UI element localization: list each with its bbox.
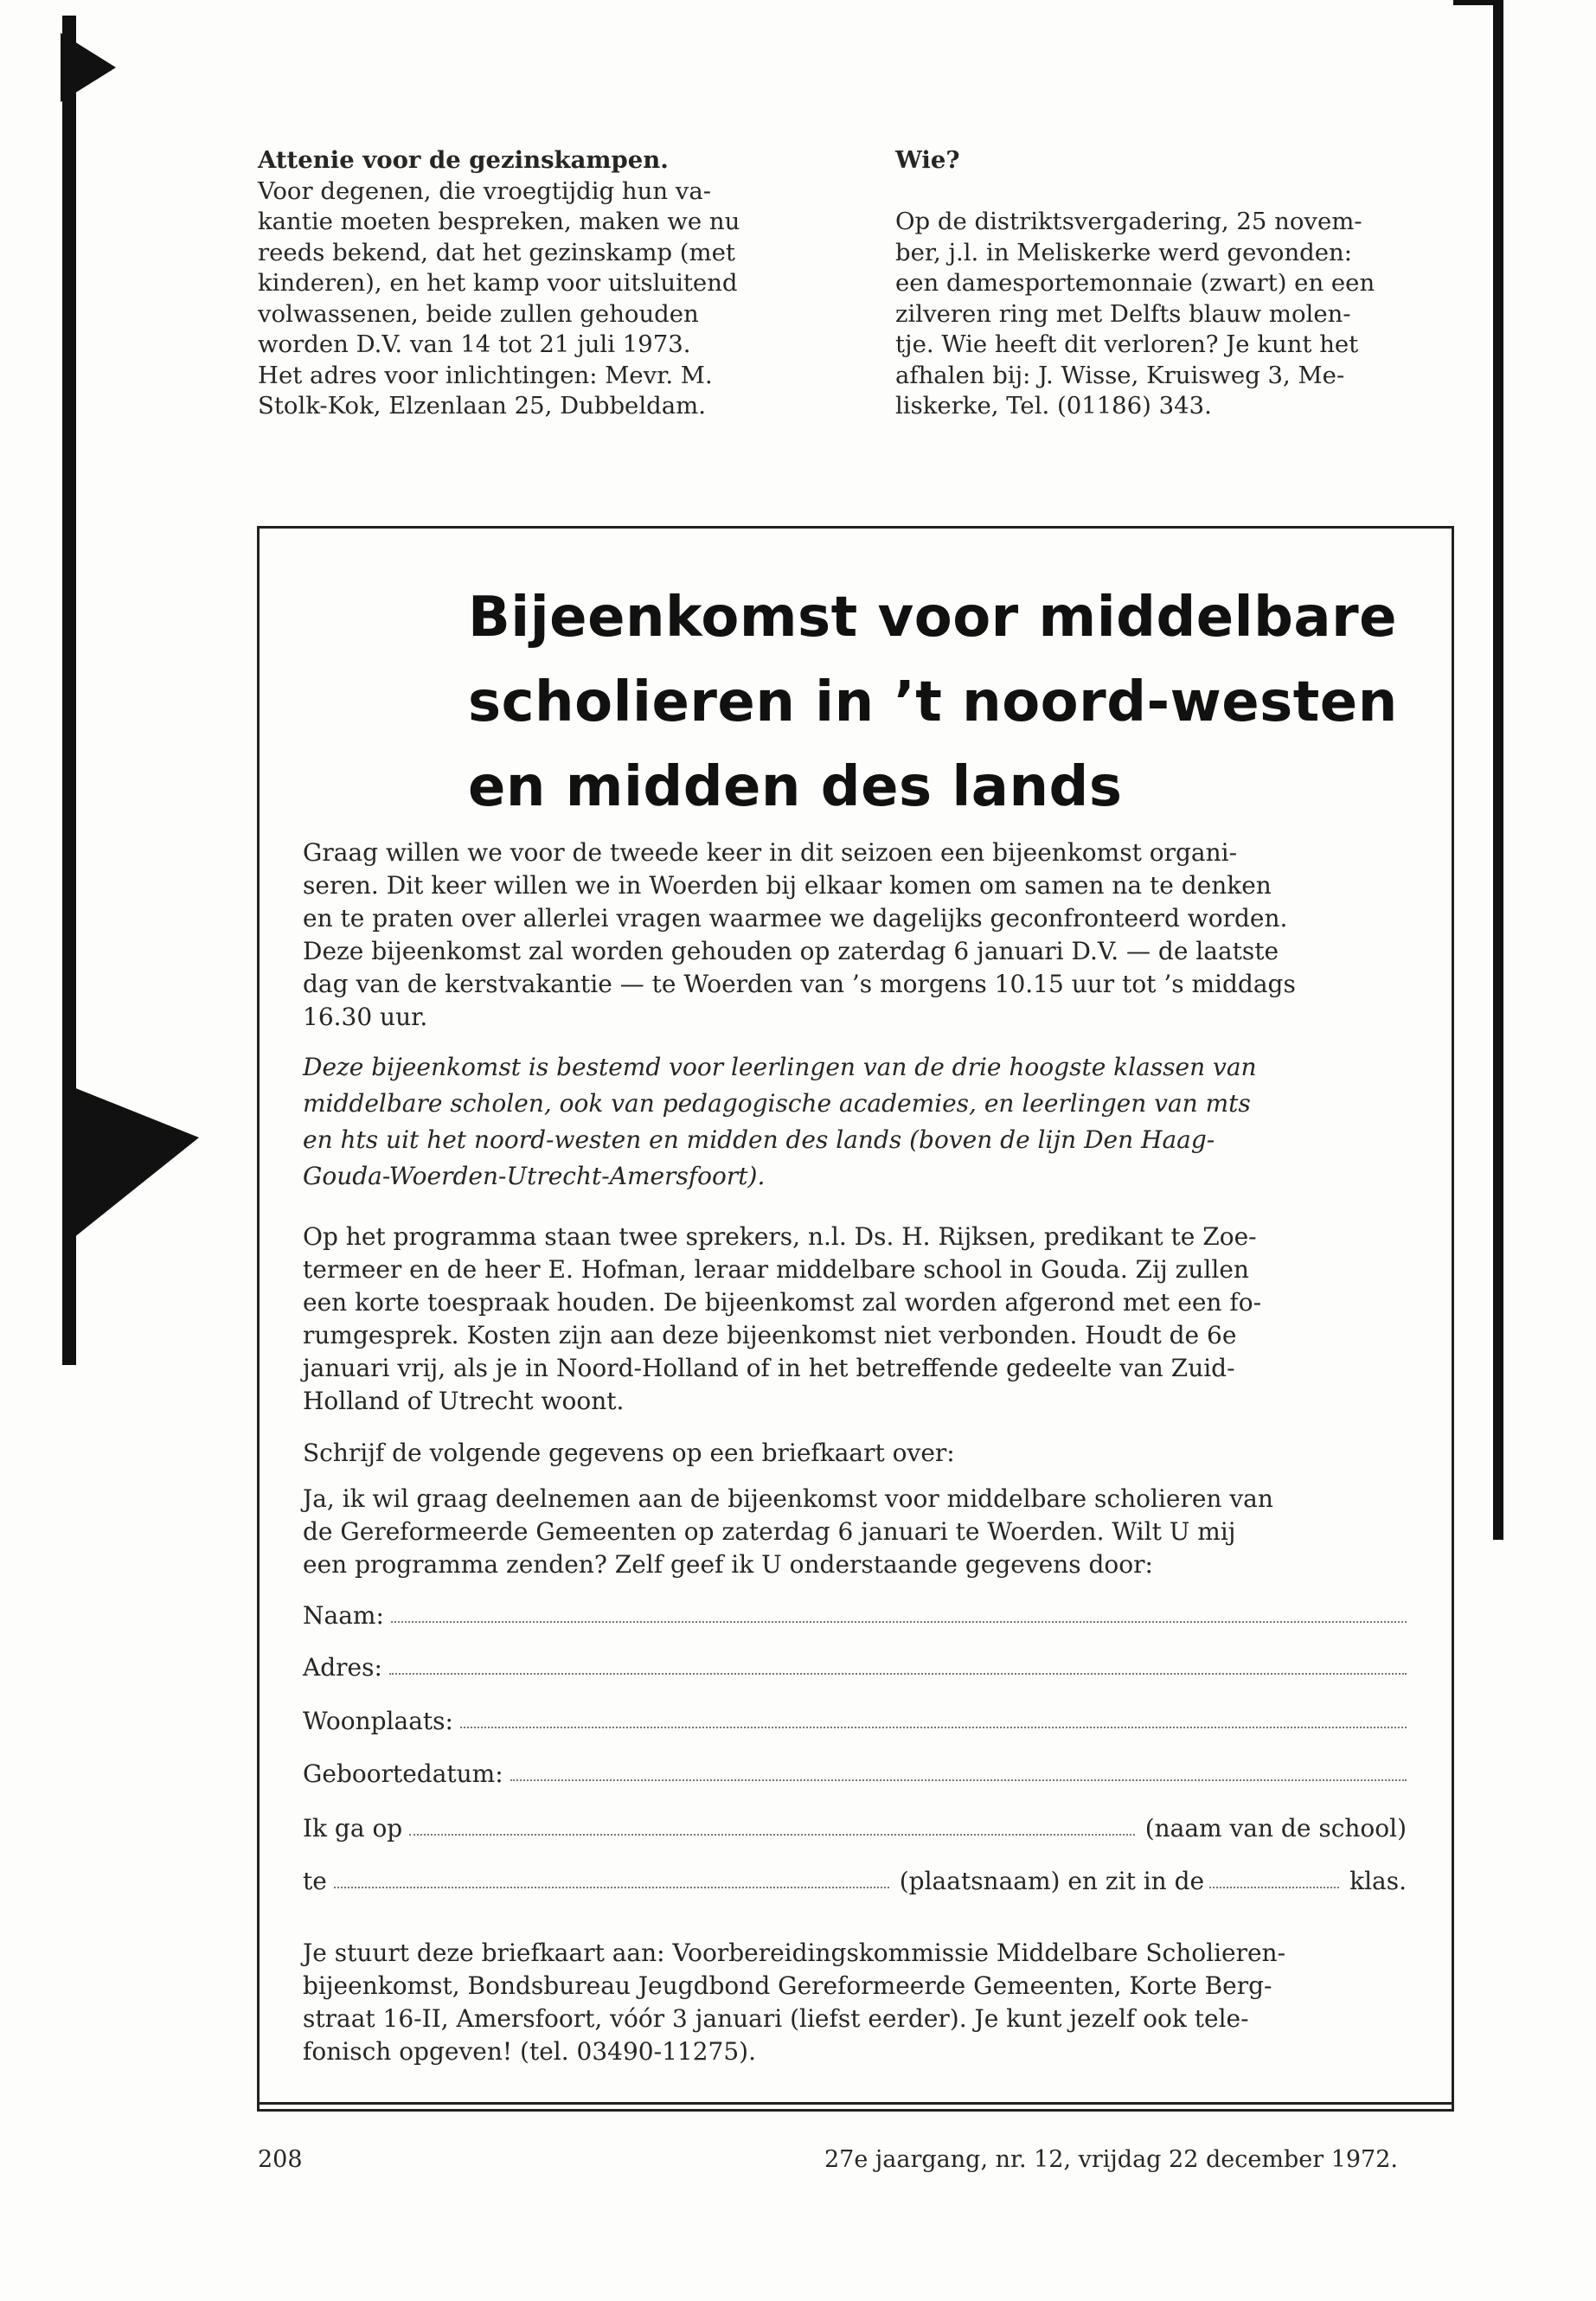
text-line: een korte toespraak houden. De bijeenkomst zal worden afgerond met een fo- [303,1288,1262,1317]
address-line [389,1673,1407,1675]
audience-paragraph [303,1049,1410,1195]
text-line: dag van de kerstvakantie — te Woerden van ’s morgens 10.15 uur tot ’s middags [303,970,1296,998]
class-suffix: klas. [1349,1867,1407,1895]
text-line: Schrijf de volgende gegevens op een briefkaart over: [303,1439,955,1467]
text-line: Gouda-Woerden-Utrecht-Amersfoort). [303,1162,766,1190]
instruction [303,1437,1410,1470]
program-paragraph [303,1221,1410,1418]
headline-line: en midden des lands [468,755,1123,819]
place-class-field [303,1861,1412,1895]
announcement-headline [468,575,1437,830]
lost-found-heading: Wie? [895,146,960,174]
scan-smudge [69,1086,199,1241]
lost-found-line: tje. Wie heeft dit verloren? Je kunt het [895,330,1359,358]
text-line: middelbare scholen, ook van pedagogische academies, en leerlingen van mts [303,1089,1251,1118]
notice-line: Stolk-Kok, Elzenlaan 25, Dubbeldam. [258,392,706,420]
lost-found-notice [895,145,1466,422]
lost-found-line: een damesportemonnaie (zwart) en een [895,269,1375,297]
lost-found-line: afhalen bij: J. Wisse, Kruisweg 3, Me- [895,361,1345,389]
text-line: rumgesprek. Kosten zijn aan deze bijeenkomst niet verbonden. Houdt de 6e [303,1321,1237,1349]
place-mid: (plaatsnaam) en zit in de [899,1867,1205,1895]
text-line: een programma zenden? Zelf geef ik U onderstaande gegevens door: [303,1550,1153,1579]
notice-line: reeds bekend, dat het gezinskamp (met [258,238,735,266]
address-label: Adres: [303,1653,382,1682]
issue-info: 27e jaargang, nr. 12, vrijdag 22 december 1972. [824,2146,1398,2173]
name-line [391,1621,1407,1623]
text-line: bijeenkomst, Bondsbureau Jeugdbond Gereformeerde Gemeenten, Korte Berg- [303,1971,1272,2000]
text-line: de Gereformeerde Gemeenten op zaterdag 6 januari te Woerden. Wilt U mij [303,1517,1236,1546]
form-intro [303,1483,1410,1581]
scan-edge-right [1493,0,1503,1540]
notice-line: Het adres voor inlichtingen: Mevr. M. [258,361,713,389]
scan-notch [61,33,116,102]
text-line: en hts uit het noord-westen en midden des lands (boven de lijn Den Haag- [303,1125,1215,1154]
notice-line: volwassenen, beide zullen gehouden [258,299,699,328]
text-line: Graag willen we voor de tweede keer in dit seizoen een bijeenkomst organi- [303,838,1238,867]
notice-line: Voor degenen, die vroegtijdig hun va- [258,176,712,205]
text-line: Ja, ik wil graag deelnemen aan de bijeenkomst voor middelbare scholieren van [303,1484,1273,1513]
headline-line: scholieren in ’t noord-westen [468,670,1398,734]
text-line: seren. Dit keer willen we in Woerden bij elkaar komen om samen na te denken [303,871,1272,900]
lost-found-line: Op de distriktsvergadering, 25 novem- [895,208,1362,235]
city-line [460,1727,1407,1728]
school-suffix: (naam van de school) [1144,1814,1407,1843]
birthdate-label: Geboortedatum: [303,1759,503,1788]
text-line: Holland of Utrecht woont. [303,1387,625,1415]
city-field [303,1701,1412,1735]
notice-line: worden D.V. van 14 tot 21 juli 1973. [258,330,691,358]
lost-found-line: ber, j.l. in Meliskerke werd gevonden: [895,238,1353,266]
intro-paragraph [303,836,1410,1034]
text-line: fonisch opgeven! (tel. 03490-11275). [303,2037,756,2066]
text-line: Op het programma staan twee sprekers, n.l. Ds. H. Rijksen, predikant te Zoe- [303,1222,1257,1251]
class-line [1209,1887,1339,1888]
school-label: Ik ga op [303,1814,403,1843]
school-field [303,1808,1412,1843]
address-field [303,1647,1412,1682]
page-number: 208 [258,2146,303,2173]
text-line: Deze bijeenkomst is bestemd voor leerlingen van de drie hoogste klassen van [303,1053,1257,1081]
lost-found-line: liskerke, Tel. (01186) 343. [895,392,1212,420]
text-line: straat 16-II, Amersfoort, vóór 3 januari (liefst eerder). Je kunt jezelf ook tele- [303,2004,1249,2033]
spacer [895,176,1466,208]
notice-line: kantie moeten bespreken, maken we nu [258,208,740,235]
lost-found-line: zilveren ring met Delfts blauw molen- [895,299,1351,328]
send-paragraph [303,1937,1410,2068]
text-line: januari vrij, als je in Noord-Holland of in het betreffende gedeelte van Zuid- [303,1354,1235,1382]
school-line [409,1834,1134,1836]
text-line: en te praten over allerlei vragen waarmee we dagelijks geconfronteerd worden. [303,904,1288,933]
place-line [334,1887,889,1888]
headline-line: Bijeenkomst voor middelbare [468,586,1398,650]
box-rule [257,2109,1454,2112]
notice-line: kinderen), en het kamp voor uitsluitend [258,269,738,297]
notice-heading: Attenie voor de gezinskampen. [258,146,669,174]
city-label: Woonplaats: [303,1707,453,1735]
box-rule [257,2102,1454,2105]
text-line: Je stuurt deze briefkaart aan: Voorbereidingskommissie Middelbare Scholieren- [303,1939,1286,1967]
text-line: termeer en de heer E. Hofman, leraar middelbare school in Gouda. Zij zullen [303,1255,1249,1284]
birthdate-field [303,1753,1412,1788]
name-label: Naam: [303,1601,384,1630]
place-label: te [303,1867,327,1895]
name-field [303,1595,1412,1630]
birthdate-line [510,1779,1407,1781]
text-line: 16.30 uur. [303,1003,428,1031]
text-line: Deze bijeenkomst zal worden gehouden op zaterdag 6 januari D.V. — de laatste [303,937,1279,965]
gezinskampen-notice [258,145,811,422]
